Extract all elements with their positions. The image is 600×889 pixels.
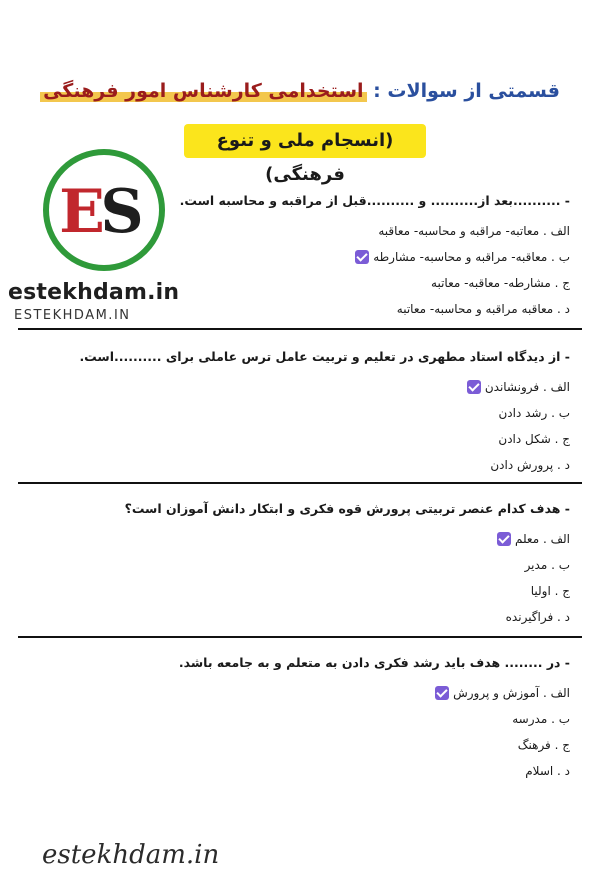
option-d[interactable] (125, 604, 570, 630)
option-label: ب . مدیر (524, 558, 570, 572)
option-c[interactable] (180, 270, 570, 296)
checkmark-icon (497, 532, 511, 546)
question-text: - هدف کدام عنصر تربیتی پرورش قوه فکری و ابتکار دانش آموزان است؟ (124, 501, 570, 516)
option-label: الف . معاتبه- مراقبه و محاسبه- معاقبه (378, 224, 570, 238)
option-label: د . پرورش دادن (490, 458, 570, 472)
option-label: الف . فرونشاندن (484, 380, 570, 394)
option-label: ج . فرهنگ (517, 738, 570, 752)
question-text: - از دیدگاه استاد مطهری در تعلیم و تربیت عامل ترس عاملی برای ..........است. (79, 349, 570, 364)
brand-name[interactable]: estekhdam.in (8, 280, 180, 305)
logo-letter-e: E (59, 177, 105, 247)
question-4 (179, 655, 570, 784)
question-text: - در ........ هدف باید رشد فکری دادن به متعلم و به جامعه باشد. (178, 655, 570, 670)
checkmark-icon (355, 250, 369, 264)
option-b[interactable] (179, 706, 570, 732)
option-d[interactable] (180, 296, 570, 322)
option-label: ب . مدرسه (512, 712, 570, 726)
option-c[interactable] (79, 426, 570, 452)
logo (42, 148, 166, 272)
page-title (0, 80, 600, 102)
question-2 (79, 349, 570, 478)
footer-brand[interactable]: estekhdam.in (42, 840, 220, 870)
option-a[interactable] (79, 374, 570, 400)
option-label: د . معاقبه مراقبه و محاسبه- معاتبه (396, 302, 570, 316)
checkmark-icon (435, 686, 449, 700)
option-b[interactable] (125, 552, 570, 578)
option-c[interactable] (125, 578, 570, 604)
option-label: ج . مشارطه- معاقبه- معاتبه (431, 276, 570, 290)
option-label: الف . معلم (514, 532, 570, 546)
option-label: د . فراگیرنده (505, 610, 570, 624)
option-a[interactable] (179, 680, 570, 706)
option-c[interactable] (179, 732, 570, 758)
divider (18, 636, 582, 638)
title-part1: قسمتی از سوالات : (366, 80, 560, 102)
question-3 (125, 501, 570, 630)
option-label: ج . اولیا (530, 584, 570, 598)
option-d[interactable] (79, 452, 570, 478)
option-label: د . اسلام (525, 764, 570, 778)
question-text: - ..........بعد از.......... و ..........قبل از مراقبه و محاسبه است. (179, 193, 570, 208)
checkmark-icon (467, 380, 481, 394)
option-label: الف . آموزش و پرورش (453, 686, 570, 700)
option-b[interactable] (180, 244, 570, 270)
option-label: ج . شکل دادن (498, 432, 570, 446)
option-b[interactable] (79, 400, 570, 426)
option-a[interactable] (125, 526, 570, 552)
divider (18, 328, 582, 330)
option-a[interactable] (180, 218, 570, 244)
option-label: ب . معاقبه- مراقبه و محاسبه- مشارطه (373, 250, 570, 264)
option-d[interactable] (179, 758, 570, 784)
divider (18, 482, 582, 484)
question-1 (180, 193, 570, 322)
brand-name-upper: ESTEKHDAM.IN (14, 308, 131, 323)
logo-letter-s: S (100, 177, 144, 247)
option-label: ب . رشد دادن (498, 406, 570, 420)
title-part2: استخدامی کارشناس امور فرهنگی (40, 80, 366, 102)
page-subtitle: (انسجام ملی و تنوع فرهنگی) (184, 124, 426, 158)
